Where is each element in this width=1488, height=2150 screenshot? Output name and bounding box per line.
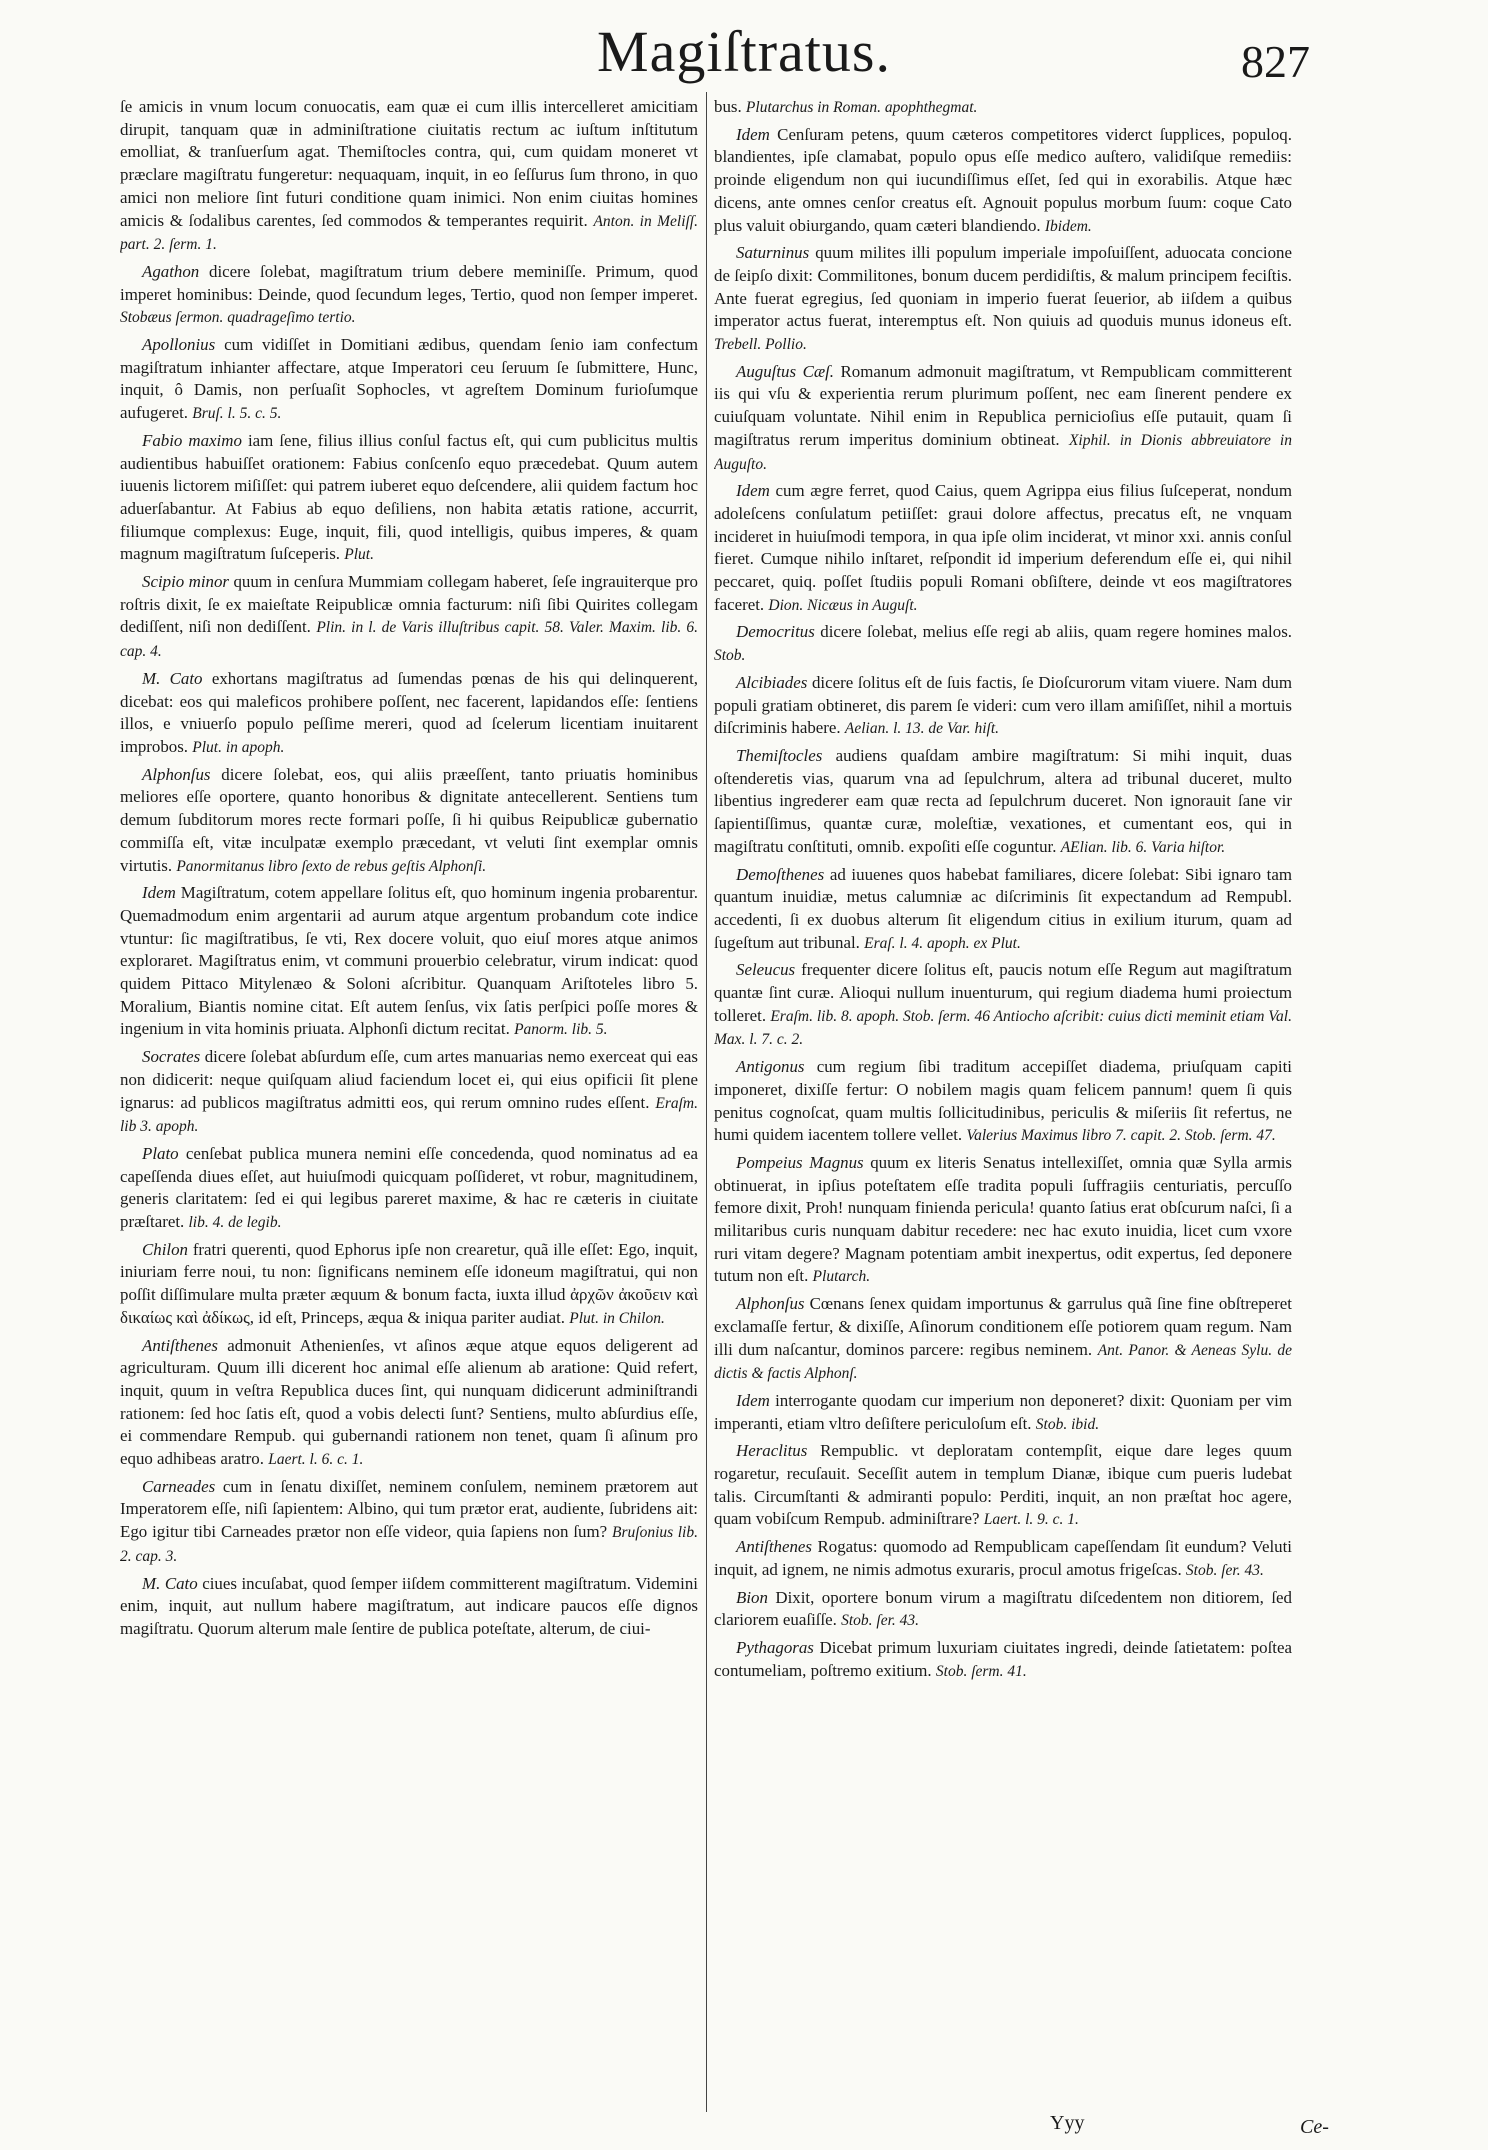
entry-citation: Valerius Maximus libro 7. capit. 2. Stob. ſerm. 47. (966, 1127, 1276, 1145)
apophthegm-entry (714, 96, 1292, 120)
entry-text: quum in cenſura Mummiam collegam haberet, ſeſe ingrauiterque pro roſtris dixit, ſe ex maieſtate Reipublicæ omnia facturum: niſi ſibi Quirites collegam dediſſent, niſi non dediſſent. (120, 572, 698, 637)
entry-text: iam ſene, filius illius conſul factus eſt, qui cum publicitus multis audientibus habuiſſet orationem: Fabius conſcenſo equo præcedebat. Quum autem iuuenis lictorem miſiſſet: qui patrem iuberet equo deſcendere, alii quidem factum hoc aduerſabantur. At Fabius ab equo deſiliens, non habita ætatis ratione, accurrit, filiumque complexus: Euge, inquit, fili, quod intelligis, quibus imperes, & quam magnum magiſtratum ſuſceperis. (120, 430, 698, 564)
entry-citation: Stob. (714, 647, 746, 665)
entry-citation: Laert. l. 6. c. 1. (268, 1451, 364, 1469)
entry-citation: Ant. Panor. & Aeneas Sylu. de dictis & factis Alphonſ. (714, 1341, 1292, 1383)
apophthegm-entry (714, 1293, 1292, 1386)
page-number: 827 (1241, 36, 1310, 87)
entry-text: frequenter dicere ſolitus eſt, paucis notum eſſe Regum aut magiſtratum quantæ ſint curæ. Alioqui nullum inuenturum, qui regium diadema humi proiectum tolleret. (714, 960, 1292, 1025)
entry-text: Magiſtratum, cotem appellare ſolitus eſt, quo hominum ingenia probarentur. Quemadmodum enim argentarii ad aurum atque argentum probandum cote indice vtuntur: ſic magiſtratibus, ſe vti, Rex docere voluit, quo eiuſ mores atque animos exploraret. Magiſtratus enim, vt communi prouerbio celebratur, virum indicat: quod quidem Pittaco Mitylenæo & Soloni aſcribitur. Quanquam Ariſtoteles libro 5. Moralium, Biantis nomine citat. Eſt autem ſenſus, vix ſatis perſpici poſſe mores & ingenium in vita hominis priuata. Alphonſi dictum recitat. (120, 883, 698, 1039)
entry-citation: Plutarchus in Roman. apophthegmat. (745, 99, 978, 116)
apophthegm-entry (714, 959, 1292, 1052)
entry-citation: AElian. lib. 6. Varia hiſtor. (1060, 838, 1226, 856)
entry-citation: Bruſ. l. 5. c. 5. (192, 405, 282, 423)
entry-lemma: Idem (142, 883, 176, 903)
entry-citation: Eraſm. lib 3. apoph. (120, 1094, 698, 1136)
entry-citation: Panorm. lib. 5. (514, 1021, 608, 1039)
entry-text: Romanum admonuit magiſtratum, vt Rempublicam committerent iis qui vſu & experientia rerum plurimum poſſent, nec eam ſinerent pendere ex cuiuſquam voluntate. Nihil enim in Republica pernicioſius eſſe putauit, quam ſi magiſtratus rerum imperitus dominium obtineat. (714, 361, 1292, 449)
entry-text: Rogatus: quomodo ad Rempublicam capeſſendam ſit eundum? Veluti inquit, ad ignem, ne nimis admotus exuraris, procul amotus frigeſcas. (714, 1537, 1292, 1579)
entry-lemma: Auguſtus Cæſ. (736, 361, 835, 381)
apophthegm-entry (120, 668, 698, 760)
entry-text: dicere ſolebat, eos, qui aliis præeſſent, tanto priuatis hominibus meliores eſſe oportere, quanto honoribus & dignitate antecellerent. Sentiens tum demum ſubditorum mores recte formari poſſe, ſi hi quibus Reipublicæ gubernatio commiſſa eſt, vitæ inculpatæ exemplo præcedant, vt veluti ſint exemplar omnis virtutis. (120, 764, 698, 875)
apophthegm-entry (714, 1390, 1292, 1436)
entry-lemma: Idem (736, 124, 770, 144)
apophthegm-entry (714, 1637, 1292, 1683)
entry-lemma: Antiſthenes (736, 1537, 812, 1557)
apophthegm-entry (120, 430, 698, 567)
entry-text: Dicebat primum luxuriam ciuitates ingredi, deinde ſatietatem: poſtea contumeliam, poſtremo exitium. (714, 1638, 1292, 1680)
entry-lemma: Plato (142, 1143, 179, 1163)
apophthegm-entry (714, 672, 1292, 741)
entry-citation: Plin. in l. de Varis illuſtribus capit. 58. Valer. Maxim. lib. 6. cap. 4. (120, 619, 698, 661)
apophthegm-entry (714, 124, 1292, 239)
entry-lemma: Carneades (142, 1476, 216, 1496)
entry-lemma: Demoſthenes (736, 864, 825, 884)
entry-lemma: Alphonſus (736, 1294, 805, 1314)
entry-citation: lib. 4. de legib. (188, 1214, 282, 1232)
left-column (120, 96, 698, 2104)
apophthegm-entry (120, 1335, 698, 1472)
entry-lemma: Themiſtocles (736, 745, 823, 765)
apophthegm-entry (120, 1476, 698, 1569)
entry-citation: Plut. in apoph. (192, 738, 285, 756)
entry-text: bus. (714, 97, 742, 116)
entry-text: cum vidiſſet in Domitiani ædibus, quendam ſenio iam confectum magiſtratum inhianter affectare, atque Imperatori ceu ſeruum ſe ſubmittere, Hunc, inquit, ô Damis, non perſuaſit Sophocles, vt agreſtem Dominum furioſumque aufugeret. (120, 335, 698, 423)
entry-lemma: M. Cato (142, 1573, 198, 1593)
entry-text: audiens quaſdam ambire magiſtratum: Si mihi inquit, duas oſtenderetis vias, quarum vna ad ſepulchrum, altera ad tribunal duceret, multo libentius ingrederer eam quæ recta ad ſepulchrum duceret. Non ignorauit ſane vir ſapientiſſimus, quantæ curæ, moleſtiæ, vexationes, et cumentant eos, qui in magiſtratu conſtituti, omnib. expoſiti eſſe coguntur. (714, 745, 1292, 856)
entry-citation: Eraſm. lib. 8. apoph. Stob. ſerm. 46 Antiocho aſcribit: cuius dicti meminit etiam Val. Max. l. 7. c. 2. (714, 1007, 1292, 1049)
entry-text: ſe amicis in vnum locum conuocatis, eam quæ ei cum illis intercelleret amicitiam dirupit, tanquam quæ in adminiſtratione ciuitatis rectum ac iuſtum inſtitutum emolliat, & tranſuerſum agat. Themiſtocles contra, qui, cum quidam moneret vt præclare magiſtratu fungeretur: nequaquam, inquit, in eo ſeſſurus ſum throno, in quo amici non meliore ſint futuri conditione quam inimici. Non enim ciuitas homines amicis & ſodalibus carentes, ſed commodos & temperantes requirit. (120, 97, 698, 230)
apophthegm-entry (714, 1587, 1292, 1633)
entry-text: fratri querenti, quod Ephorus ipſe non crearetur, quã ille eſſet: Ego, inquit, iniuriam ferre noui, tu non: ſignificans neminem eſſe idoneum magiſtratui, qui non poſſit diſſimulare multa præter æquum & bonum facta, iuxta illud ἀρχῶν ἀκοῦειν καὶ δικαίως καὶ ἀδίκως, id eſt, Princeps, æqua & iniqua pariter audiat. (120, 1239, 698, 1327)
entry-text: cenſebat publica munera nemini eſſe concedenda, quod nominatus ad ea capeſſenda diues eſſet, aut huiuſmodi quicquam poſſideret, vt robur, magnitudinem, generis claritatem: ſed ei qui legibus pareret maxime, & hac re cæteris in ciuitate præſtaret. (120, 1143, 698, 1232)
entry-lemma: Alphonſus (142, 764, 211, 784)
entry-text: cum in ſenatu dixiſſet, neminem conſulem, neminem prætorem aut Imperatorem eſſe, niſi ſapientem: Albino, qui tum prætor erat, audiente, ſubridens ait: Ego igitur tibi Carneades prætor non eſſe videor, quia ſapiens non ſum? (120, 1476, 698, 1542)
entry-text: cum regium ſibi traditum accepiſſet diadema, priuſquam capiti imponeret, dixiſſe fertur: O nobilem magis quam felicem pannum! quem ſi quis penitus cognoſcat, quam multis ſollicitudinibus, periculis & miſeriis ſit refertus, ne humi quidem iacentem tollere vellet. (714, 1057, 1292, 1145)
entry-text: Rempublic. vt deploratam contempſit, eique dare leges quum rogaretur, recuſauit. Seceſſit autem in templum Dianæ, ibique cum pueris ludebat talis. Circumſtanti & admiranti populo: Perditi, inquit, an non præſtat hoc agere, quam vobiſcum Rempub. adminiſtrare? (714, 1441, 1292, 1529)
entry-text: dicere ſolebat, magiſtratum trium debere meminiſſe. Primum, quod imperet hominibus: Deinde, quod ſecundum leges, Tertio, quod non ſemper imperet. (120, 261, 698, 304)
signature-mark: Yyy (1050, 2112, 1085, 2134)
entry-citation: Xiphil. in Dionis abbreuiatore in Auguſto. (714, 431, 1292, 473)
entry-lemma: Fabio maximo (142, 430, 242, 450)
apophthegm-entry (120, 1573, 698, 1641)
apophthegm-entry (714, 1152, 1292, 1289)
entry-lemma: Bion (736, 1587, 768, 1607)
entry-citation: Stob. ibid. (1035, 1415, 1100, 1433)
entry-text: ad iuuenes quos habebat familiares, dicere ſolebat: Sibi ignaro tam quantum inuidiæ, metus calumniæ ac diſcriminis ſit expectandum ad Rempubl. accedenti, ſi ex duobus alterum ſit eligendum citius in exilium iturum, quam ad ſugeſtum aut tribunal. (714, 864, 1292, 952)
entry-lemma: Idem (736, 1390, 770, 1410)
entry-text: cum ægre ferret, quod Caius, quem Agrippa eius filius ſuſceperat, nondum adoleſcens conſulatum petiiſſet: graui dolore affectus, precatus eſt, ne vnquam incideret in huiuſmodi tempora, in qua ipſe olim inciderat, vt minor xxi. annis conſul fieret. Cumque nihilo inſtaret, reſpondit id imperium deferendum eſſe ei, qui nihil peccaret, quiq. poſſet ſtudiis populi Romani obſiſtere, deinde vt eos magiſtratores faceret. (714, 481, 1292, 614)
entry-citation: Stob. ſer. 43. (1185, 1561, 1264, 1579)
entry-citation: Bruſonius lib. 2. cap. 3. (120, 1524, 698, 1565)
entry-text: admonuit Athenienſes, vt aſinos æque atque equos deligerent ad agriculturam. Quum illi dicerent hoc animal eſſe alienum ab aratione: Quid refert, inquit, quum in veſtra Republica duces ſint, qui nunquam didicerunt adminiſtrandi rationem: ſed hoc ſatis eſt, quod a vobis delecti ſunt? Sentiens, multo abſurdius eſſe, ei commendare Rempub. qui gubernandi rationem non tenet, quam ſi aſinum pro equo adhibeas aratro. (120, 1335, 698, 1469)
right-column (714, 96, 1292, 2104)
entry-citation: Stob. ſer. 43. (841, 1612, 920, 1630)
running-title: Magiſtratus. (597, 19, 891, 84)
entry-lemma: Seleucus (736, 960, 796, 980)
entry-lemma: Alcibiades (736, 672, 808, 692)
entry-citation: Ibidem. (1044, 217, 1092, 235)
entry-citation: Plut. in Chilon. (569, 1309, 665, 1327)
catchword: Ce- (1300, 2116, 1329, 2138)
entry-citation: Trebell. Pollio. (714, 336, 807, 354)
entry-citation: Stobæus ſermon. quadrageſimo tertio. (120, 309, 356, 327)
entry-citation: Laert. l. 9. c. 1. (983, 1511, 1079, 1529)
entry-text: Cenſuram petens, quum cæteros competitores viderct ſupplices, populoq. blandientes, ipſe clamabat, populo opus eſſe medico auſtero, validiſque remediis: proinde eligendum non qui iucundiſſimus eſſet, ſed qui in exorabilis. Atque hæc dicens, ante omnes cenſor creatus eſt. Agnouit populus morbum ſuum: coque Cato plus valuit obiurgando, quam cæteri blandiendo. (714, 124, 1292, 235)
entry-text: ciues incuſabat, quod ſemper iiſdem committerent magiſtratum. Videmini enim, inquit, aut nullum habere magiſtratum, aut indicare paucos eſſe dignos magiſtratu. Quorum alterum male ſentire de publica poteſtate, alterum, de ciui- (120, 1573, 698, 1638)
entry-lemma: Pompeius Magnus (736, 1152, 864, 1172)
apophthegm-entry (120, 571, 698, 664)
entry-citation: Aelian. l. 13. de Var. hiſt. (844, 720, 1000, 738)
apophthegm-entry (120, 1046, 698, 1139)
entry-lemma: Apollonius (142, 335, 216, 355)
column-divider (706, 92, 707, 2112)
apophthegm-entry (714, 864, 1292, 956)
entry-text: dicere ſolebat, melius eſſe regi ab aliis, quam regere homines malos. (820, 622, 1292, 642)
apophthegm-entry (120, 764, 698, 879)
apophthegm-entry (120, 882, 698, 1042)
apophthegm-entry (714, 745, 1292, 860)
apophthegm-entry (120, 334, 698, 426)
apophthegm-entry (120, 1239, 698, 1331)
entry-citation: Panormitanus libro ſexto de rebus geſtis Alphonſi. (176, 857, 487, 875)
entry-text: dicere ſolebat abſurdum eſſe, cum artes manuarias nemo exerceat qui eas non didicerit: neque quiſquam aliud faciendum locet ei, qui eius opificii ſit plene ignarus: ad publicos magiſtratus admitti eos, qui rerum omnino rudes eſſent. (120, 1047, 698, 1112)
entry-text: exhortans magiſtratus ad ſumendas pœnas de his qui delinquerent, dicebat: eos qui maleficos prohibere poſſent, nec facerent, lapidandos eſſe: ſentiens illos, e vniuerſo populo peſſime mereri, quod ad ſcelerum licentiam inuitarent improbos. (120, 668, 698, 756)
entry-lemma: Pythagoras (736, 1638, 814, 1657)
apophthegm-entry (714, 1440, 1292, 1532)
entry-lemma: Scipio minor (142, 572, 229, 592)
apophthegm-entry (714, 480, 1292, 617)
entry-lemma: Socrates (142, 1047, 201, 1067)
entry-citation: Eraſ. l. 4. apoph. ex Plut. (864, 934, 1021, 952)
apophthegm-entry (120, 1143, 698, 1235)
apophthegm-entry (714, 621, 1292, 667)
entry-lemma: Heraclitus (736, 1441, 808, 1461)
entry-lemma: Idem (736, 481, 770, 501)
entry-lemma: Saturninus (736, 243, 810, 263)
apophthegm-entry (714, 361, 1292, 477)
entry-citation: Plut. (344, 546, 374, 564)
entry-text: interrogante quodam cur imperium non deponeret? dixit: Quoniam per vim imperanti, etiam vltro deſiſtere periculoſum eſt. (714, 1390, 1292, 1433)
entry-citation: Anton. in Meliſſ. part. 2. ſerm. 1. (120, 212, 698, 254)
entry-lemma: Democritus (736, 622, 815, 642)
entry-lemma: Antigonus (736, 1057, 805, 1077)
entry-citation: Plutarch. (812, 1268, 871, 1286)
entry-lemma: Agathon (142, 261, 200, 281)
entry-text: Dixit, oportere bonum virum a magiſtratu diſcedentem non ditiorem, ſed clariorem euaſiſſe. (714, 1587, 1292, 1630)
entry-text: Cœnans ſenex quidam importunus & garrulus quã ſine fine obſtreperet exclamaſſe fertur, & dixiſſe, Aſinorum conditionem eſſe potiorem quam regum. Nam illi dum naſcantur, dominos parcere: regibus neminem. (714, 1294, 1292, 1359)
entry-lemma: Antiſthenes (142, 1335, 218, 1355)
entry-lemma: Chilon (142, 1239, 188, 1259)
apophthegm-entry (714, 1056, 1292, 1148)
entry-citation: Dion. Nicæus in Auguſt. (768, 596, 918, 614)
entry-citation: Stob. ſerm. 41. (935, 1662, 1027, 1680)
apophthegm-entry (120, 96, 698, 257)
entry-lemma: M. Cato (142, 668, 203, 688)
entry-text: dicere ſolitus eſt de ſuis factis, ſe Dioſcurorum vitam viuere. Nam dum populi gratiam obtineret, dis parem ſe videri: cum vero illam amiſiſſet, nihil a mortuis diſcriminis habere. (714, 672, 1292, 738)
apophthegm-entry (714, 1536, 1292, 1582)
entry-text: quum ex literis Senatus intellexiſſet, omnia quæ Sylla armis obtinuerat, in ipſius poteſtatem eſſe tradita populi ſuffragiis centuriatis, percuſſo femore dixit, Proh! nunquam finienda pericula! quanto ſatius erat obſcurum naſci, ſi a militaribus curis nunquam dabitur recedere: nec hac exuto inuidia, licet cum vxore ruri vitam degere? Magnam potentiam ambit inexpertus, odit expertus, ſed deponere tutum non eſt. (714, 1152, 1292, 1286)
apophthegm-entry (120, 261, 698, 330)
entry-text: quum milites illi populum imperiale impoſuiſſent, aduocata concione de ſeipſo dixit: Commilitones, bonum ducem perdidiſtis, & malum principem feciſtis. Ante fuerat egregius, ſed quoniam in imperio fuerat ſeuerior, ab iiſdem a quibus imperator actus fuerat, interemptus eſt. Non quiuis ad quoduis munus idoneus eſt. (714, 243, 1292, 331)
apophthegm-entry (714, 242, 1292, 357)
